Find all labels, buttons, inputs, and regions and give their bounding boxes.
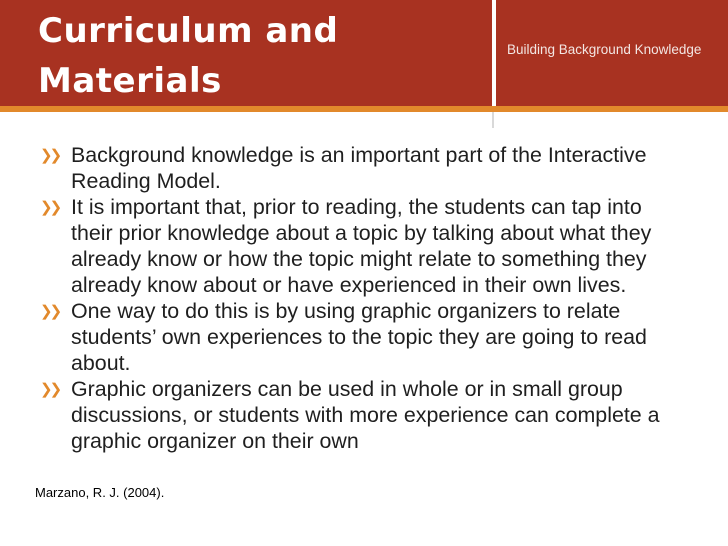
accent-band xyxy=(0,106,728,112)
bullet-text: Graphic organizers can be used in whole or in small group discussions, or students with more experience can complete a graphic organizer on their own xyxy=(71,377,660,453)
bullet-item xyxy=(36,376,676,454)
bullet-list xyxy=(36,142,676,454)
double-chevron-icon: ❯❯ xyxy=(40,199,60,216)
bullet-text: Background knowledge is an important part of the Interactive Reading Model. xyxy=(71,143,647,193)
header-band xyxy=(0,0,728,106)
double-chevron-icon: ❯❯ xyxy=(40,147,60,164)
bullet-item xyxy=(36,194,676,298)
bullet-item xyxy=(36,298,676,376)
slide-title: Curriculum and Materials xyxy=(38,11,339,101)
bullet-item xyxy=(36,142,676,194)
bullet-text: It is important that, prior to reading, the students can tap into their prior knowledge about a topic by talking about what they already know or how the topic might relate to something they already know about or have experienced in their own lives. xyxy=(71,195,652,297)
citation: Marzano, R. J. (2004). xyxy=(35,485,165,500)
double-chevron-icon: ❯❯ xyxy=(40,303,60,320)
double-chevron-icon: ❯❯ xyxy=(40,381,60,398)
slide-subtitle: Building Background Knowledge xyxy=(507,42,702,57)
content-divider xyxy=(492,112,494,128)
header-divider xyxy=(492,0,496,106)
bullet-text: One way to do this is by using graphic organizers to relate students’ own experiences to the topic they are going to read about. xyxy=(71,299,647,375)
